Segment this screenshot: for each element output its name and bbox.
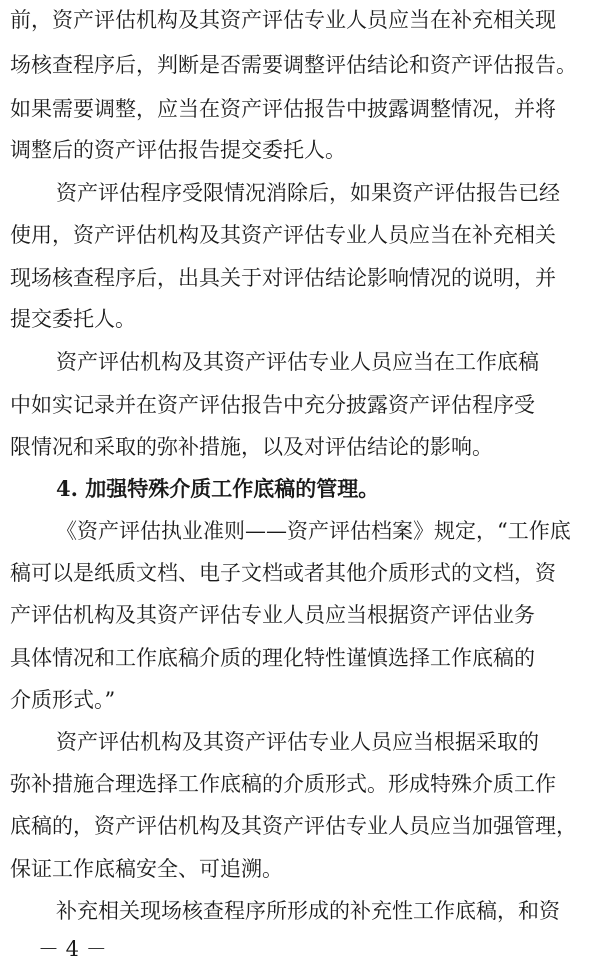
text-line: 底稿的，资产评估机构及其资产评估专业人员应当加强管理， [10, 814, 577, 838]
text-line: 场核查程序后，判断是否需要调整评估结论和资产评估报告。 [10, 53, 577, 77]
text-line: 补充相关现场核查程序所形成的补充性工作底稿，和资 [56, 899, 560, 923]
text-line: 使用，资产评估机构及其资产评估专业人员应当在补充相关 [10, 223, 556, 247]
text-line: 《资产评估执业准则——资产评估档案》规定，“工作底 [56, 519, 571, 543]
text-line: 产评估机构及其资产评估专业人员应当根据资产评估业务 [10, 603, 535, 627]
text-line: 稿可以是纸质文档、电子文档或者其他介质形式的文档，资 [10, 561, 556, 585]
text-line: 介质形式。” [10, 688, 116, 712]
text-line: 限情况和采取的弥补措施，以及对评估结论的影响。 [10, 435, 493, 459]
text-line: 如果需要调整，应当在资产评估报告中披露调整情况，并将 [10, 97, 556, 121]
text-line: 资产评估机构及其资产评估专业人员应当在工作底稿 [56, 350, 539, 374]
text-line: 现场核查程序后，出具关于对评估结论影响情况的说明，并 [10, 266, 556, 290]
text-line: 调整后的资产评估报告提交委托人。 [10, 138, 346, 162]
text-line: 资产评估机构及其资产评估专业人员应当根据采取的 [56, 730, 539, 754]
text-line: 中如实记录并在资产评估报告中充分披露资产评估程序受 [10, 393, 535, 417]
section-heading: 4. 加强特殊介质工作底稿的管理。 [56, 476, 380, 501]
text-line: 具体情况和工作底稿介质的理化特性谨慎选择工作底稿的 [10, 646, 535, 670]
text-line: 保证工作底稿安全、可追溯。 [10, 857, 283, 881]
text-line: 弥补措施合理选择工作底稿的介质形式。形成特殊介质工作 [10, 772, 556, 796]
text-line: 资产评估程序受限情况消除后，如果资产评估报告已经 [56, 181, 560, 205]
page-number: － 4 － [38, 937, 107, 961]
text-line: 前，资产评估机构及其资产评估专业人员应当在补充相关现 [10, 8, 556, 32]
text-line: 提交委托人。 [10, 307, 136, 331]
